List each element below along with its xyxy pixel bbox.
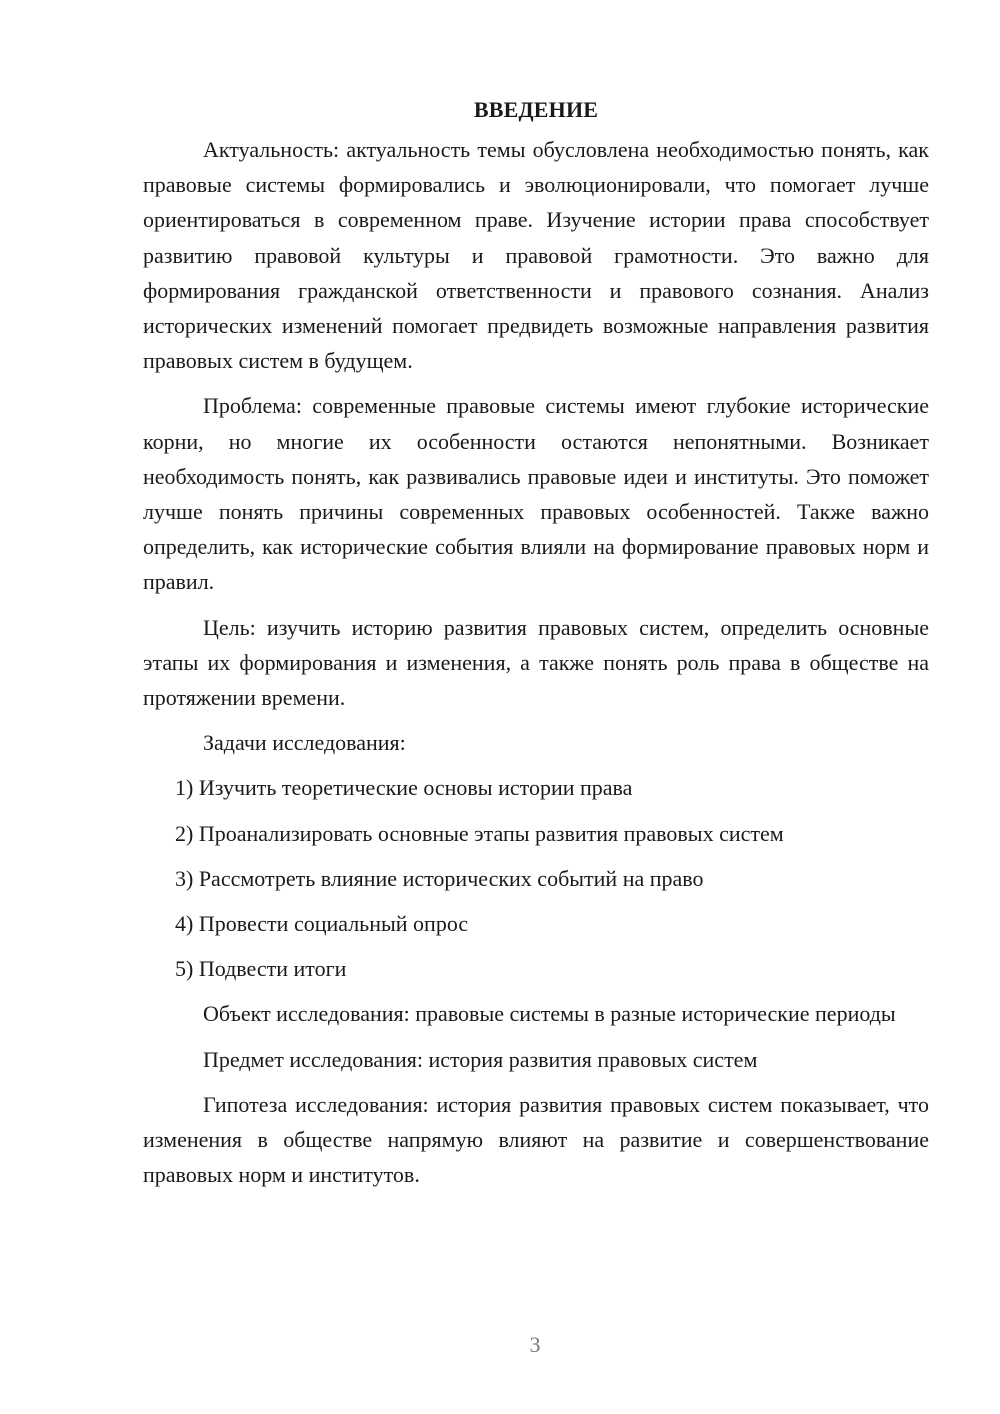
task-item: 4) Провести социальный опрос (175, 911, 469, 937)
page-title: ВВЕДЕНИЕ (473, 97, 599, 122)
relevance-paragraph: Актуальность: актуальность темы обусловлена необходимостью понять, как правовые системы формировались и эволюционировали, что помогает лучше ориентироваться в современном праве. Изучение истории права способствует развитию правовой культуры и правовой грамотности. Это важно для формирования гражданской ответственности и правового сознания. Анализ исторических изменений помогает предвидеть возможные направления развития правовых систем в будущем. (143, 137, 929, 374)
task-item: 3) Рассмотреть влияние исторических событий на право (175, 865, 704, 891)
task-item: 2) Проанализировать основные этапы развития правовых систем (175, 820, 784, 846)
hypothesis-paragraph: Гипотеза исследования: история развития правовых систем показывает, что изменения в обществе напрямую влияют на развитие и совершенствование правовых норм и институтов. (143, 1091, 929, 1188)
goal-paragraph: Цель: изучить историю развития правовых систем, определить основные этапы их формирования и изменения, а также понять роль права в обществе на протяжении времени. (143, 614, 929, 711)
tasks-heading: Задачи исследования: (203, 730, 406, 756)
task-item: 5) Подвести итоги (175, 956, 347, 982)
task-item: 1) Изучить теоретические основы истории права (175, 775, 633, 801)
object-paragraph: Объект исследования: правовые системы в разные исторические периоды (203, 1001, 896, 1027)
tasks-list (143, 770, 929, 986)
page-number: 3 (529, 1332, 541, 1357)
page-body (143, 92, 929, 1202)
problem-paragraph: Проблема: современные правовые системы имеют глубокие исторические корни, но многие их особенности остаются непонятными. Возникает необходимость понять, как развивались правовые идеи и институты. Это поможет лучше понять причины современных правовых особенностей. Также важно определить, как исторические события влияли на формирование правовых норм и правил. (143, 393, 929, 595)
subject-paragraph: Предмет исследования: история развития правовых систем (203, 1046, 758, 1072)
